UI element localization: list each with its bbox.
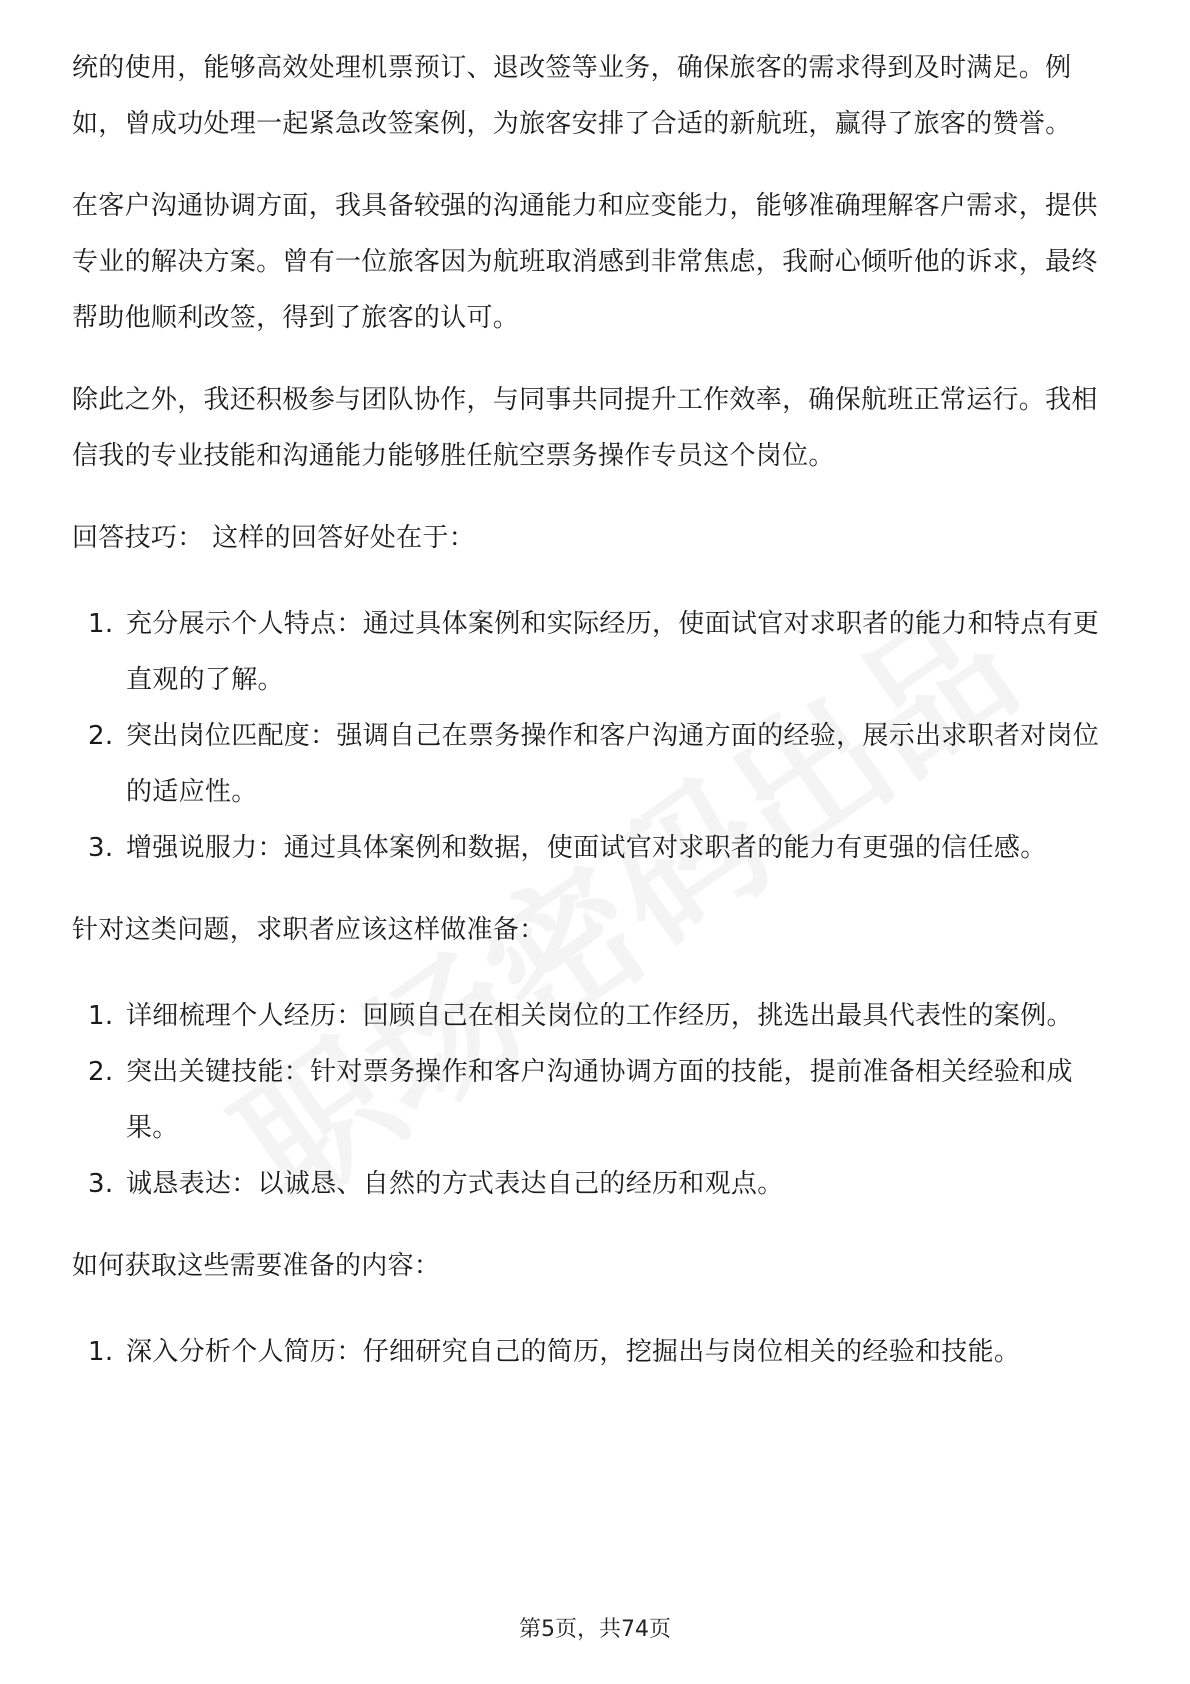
list-item-text: 深入分析个人简历：仔细研究自己的简历，挖掘出与岗位相关的经验和技能。 [126,1337,1021,1367]
document-body [72,40,1120,1380]
prep-heading: 针对这类问题，求职者应该这样做准备： [72,915,546,945]
list-item-text: 详细梳理个人经历：回顾自己在相关岗位的工作经历，挑选出最具代表性的案例。 [126,1001,1073,1031]
list-number: 1. [88,609,114,639]
tips-heading: 回答技巧： 这样的回答好处在于： [72,523,476,553]
list-item [72,988,1120,1044]
obtain-list [72,1324,1120,1380]
paragraph: 除此之外，我还积极参与团队协作，与同事共同提升工作效率，确保航班正常运行。我相信我的专业技能和沟通能力能够胜任航空票务操作专员这个岗位。 [72,385,1098,471]
obtain-heading: 如何获取这些需要准备的内容： [72,1251,441,1281]
list-number: 1. [88,1001,114,1031]
list-item-text: 突出关键技能：针对票务操作和客户沟通协调方面的技能，提前准备相关经验和成果。 [126,1057,1073,1143]
list-item-text: 增强说服力：通过具体案例和数据，使面试官对求职者的能力有更强的信任感。 [126,833,1047,863]
list-number: 3. [88,833,114,863]
list-number: 2. [88,721,114,751]
list-item [72,596,1120,708]
list-item-text: 突出岗位匹配度：强调自己在票务操作和客户沟通方面的经验，展示出求职者对岗位的适应性。 [126,721,1100,807]
list-item [72,1156,1120,1212]
paragraph: 在客户沟通协调方面，我具备较强的沟通能力和应变能力，能够准确理解客户需求，提供专业的解决方案。曾有一位旅客因为航班取消感到非常焦虑，我耐心倾听他的诉求，最终帮助他顺利改签，得到了旅客的认可。 [72,191,1098,333]
list-item-text: 充分展示个人特点：通过具体案例和实际经历，使面试官对求职者的能力和特点有更直观的了解。 [126,609,1100,695]
list-item [72,708,1120,820]
tips-list [72,596,1120,876]
list-item [72,1324,1120,1380]
prep-list [72,988,1120,1212]
list-number: 2. [88,1057,114,1087]
list-item [72,820,1120,876]
list-item [72,1044,1120,1156]
paragraph: 统的使用，能够高效处理机票预订、退改签等业务，确保旅客的需求得到及时满足。例如，曾成功处理一起紧急改签案例，为旅客安排了合适的新航班，赢得了旅客的赞誉。 [72,53,1072,139]
list-item-text: 诚恳表达：以诚恳、自然的方式表达自己的经历和观点。 [126,1169,784,1199]
list-number: 3. [88,1169,114,1199]
list-number: 1. [88,1337,114,1367]
page-footer: 第5页，共74页 [519,1617,671,1642]
